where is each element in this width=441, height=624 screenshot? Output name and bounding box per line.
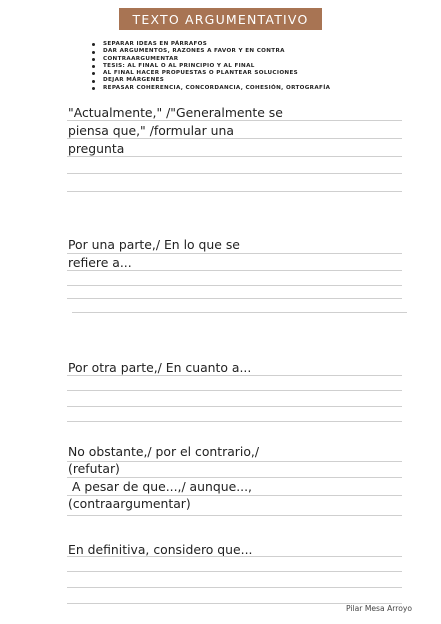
intro-line-2: piensa que," /formular una (68, 123, 234, 138)
writing-line (67, 173, 402, 174)
writing-line (67, 138, 402, 139)
writing-line (67, 375, 402, 376)
rule-item: CONTRAARGUMENTAR (90, 56, 330, 63)
writing-line (67, 120, 402, 121)
writing-line (67, 556, 402, 557)
no-obstante-line-4: (contraargumentar) (68, 496, 191, 511)
intro-line-1: "Actualmente," /"Generalmente se (68, 105, 283, 120)
rule-item: DEJAR MÁRGENES (90, 77, 330, 84)
writing-line (67, 270, 402, 271)
no-obstante-line-1: No obstante,/ por el contrario,/ (68, 444, 260, 459)
por-una-parte-line-1: Por una parte,/ En lo que se (68, 237, 240, 252)
writing-line (67, 587, 402, 588)
no-obstante-line-2: (refutar) (68, 461, 120, 476)
writing-line (67, 253, 402, 254)
writing-line (67, 156, 402, 157)
rules-list (90, 41, 330, 92)
writing-line (67, 191, 402, 192)
writing-line (67, 298, 402, 299)
por-otra-parte-line-1: Por otra parte,/ En cuanto a... (68, 360, 252, 375)
rule-item: DAR ARGUMENTOS, RAZONES A FAVOR Y EN CONTRA (90, 48, 330, 55)
rule-item: AL FINAL HACER PROPUESTAS O PLANTEAR SOLUCIONES (90, 70, 330, 77)
writing-line (72, 312, 407, 313)
writing-line (67, 515, 402, 516)
writing-line (67, 406, 402, 407)
rule-item: SEPARAR IDEAS EN PÁRRAFOS (90, 41, 330, 48)
writing-line (67, 285, 402, 286)
por-una-parte-line-2: refiere a... (68, 255, 132, 270)
intro-line-3: pregunta (68, 141, 125, 156)
rule-item: TESIS: AL FINAL O AL PRINCIPIO Y AL FINAL (90, 63, 330, 70)
writing-line (67, 571, 402, 572)
writing-line (67, 421, 402, 422)
writing-line (67, 390, 402, 391)
author-credit: Pilar Mesa Arroyo (346, 604, 412, 613)
no-obstante-line-3: A pesar de que...,/ aunque..., (68, 479, 252, 494)
en-definitiva-line-1: En definitiva, considero que... (68, 542, 253, 557)
rule-item: REPASAR COHERENCIA, CONCORDANCIA, COHESIÓN, ORTOGRAFÍA (90, 85, 330, 92)
writing-line (67, 477, 402, 478)
page-title: TEXTO ARGUMENTATIVO (119, 8, 322, 30)
